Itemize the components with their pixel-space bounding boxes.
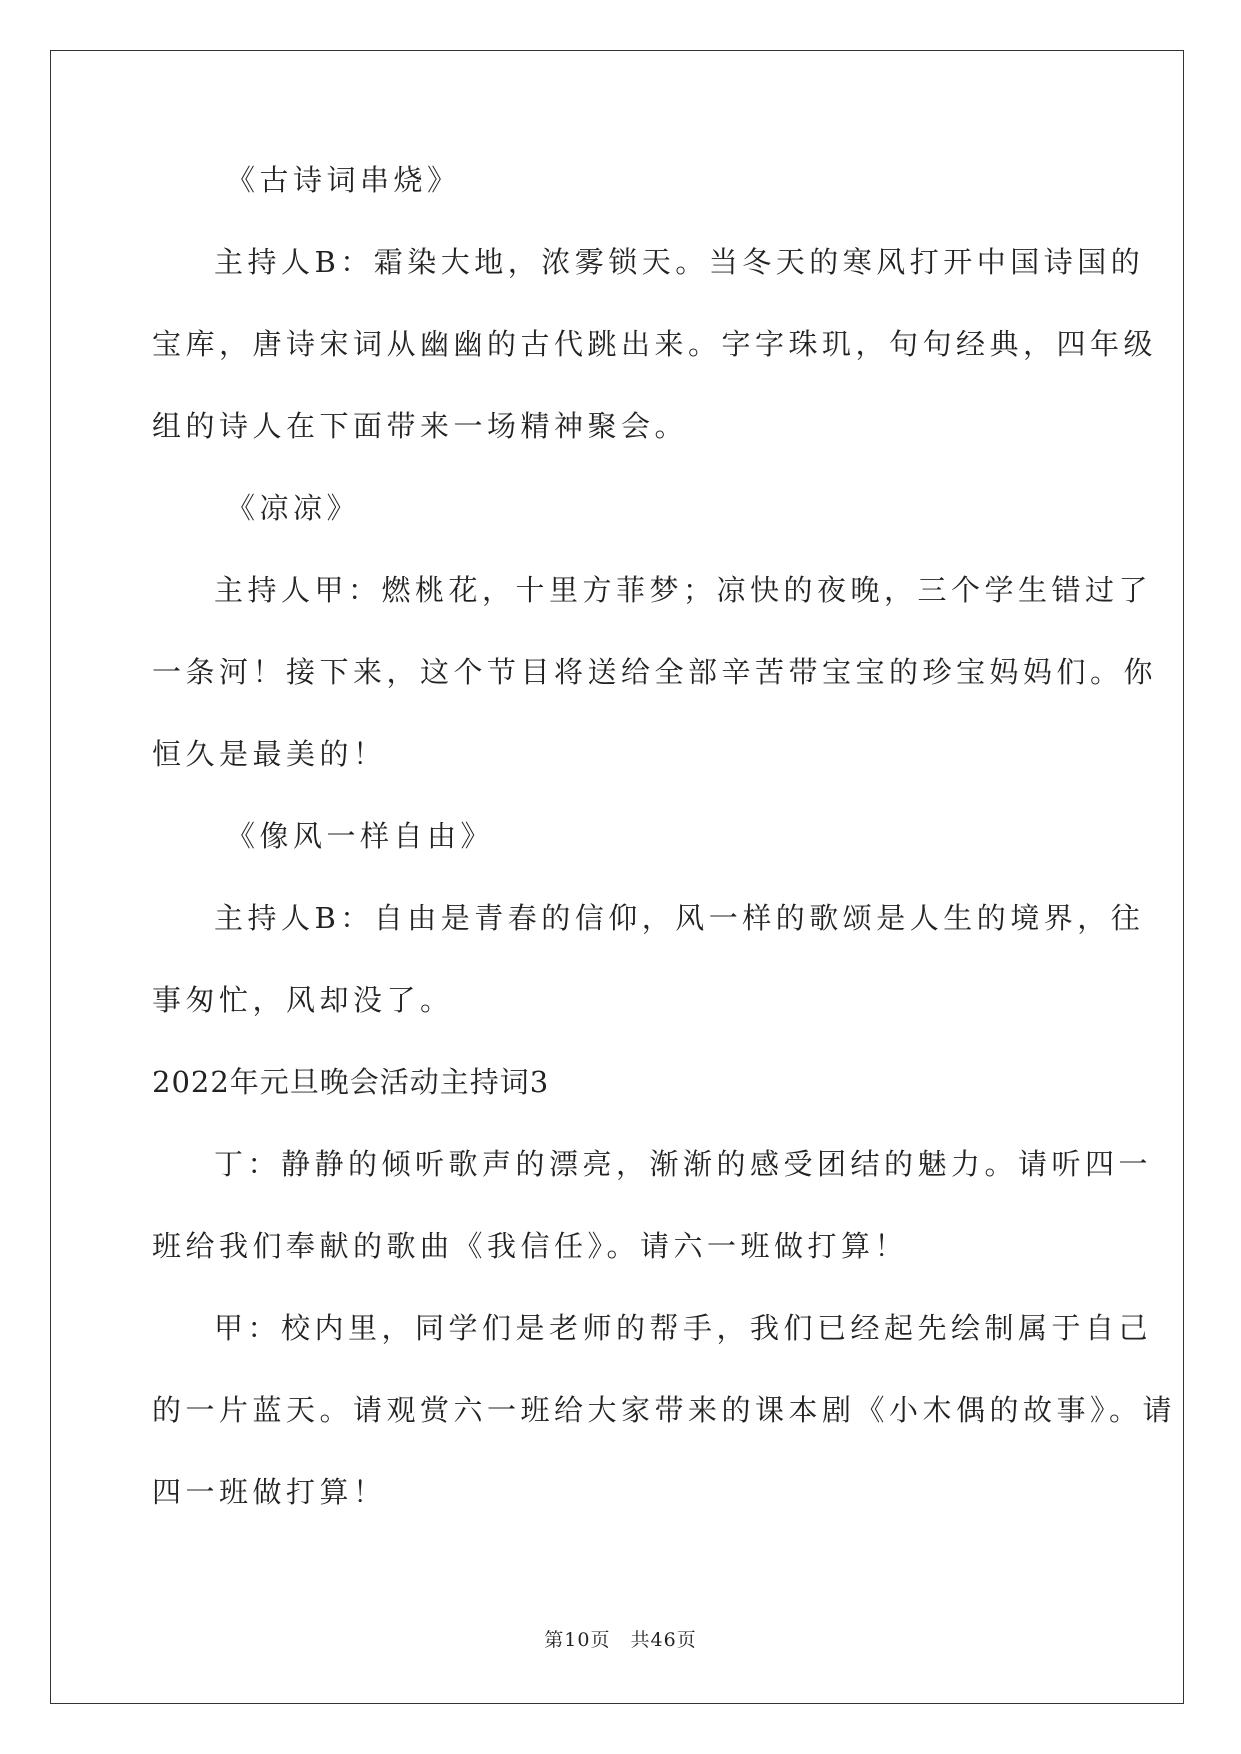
text-line: 一条河！接下来，这个节目将送给全部辛苦带宝宝的珍宝妈妈们。你	[152, 655, 1158, 689]
page-footer	[0, 1625, 1241, 1652]
text-line: 四一班做打算！	[152, 1475, 387, 1509]
text-line: 丁：静静的倾听歌声的漂亮，渐渐的感受团结的魅力。请听四一	[214, 1147, 1153, 1181]
text-line: 宝库，唐诗宋词从幽幽的古代跳出来。字字珠玑，句句经典，四年级	[152, 327, 1158, 361]
text-line: 恒久是最美的！	[152, 737, 387, 771]
text-line: 的一片蓝天。请观赏六一班给大家带来的课本剧《小木偶的故事》。请	[152, 1393, 1177, 1427]
page-mid: 页 共	[590, 1629, 651, 1651]
text-line: 《凉凉》	[226, 491, 361, 525]
section-title	[152, 816, 1087, 857]
paragraph	[152, 242, 1158, 447]
text-line: 主持人B：自由是青春的信仰，风一样的歌颂是人生的境界，往	[214, 901, 1145, 935]
section-title	[152, 160, 1087, 201]
page-total: 46	[650, 1629, 677, 1651]
paragraph	[152, 1308, 1177, 1513]
paragraph	[152, 1144, 1153, 1267]
page-prefix: 第	[544, 1629, 565, 1651]
text-line: 班给我们奉献的歌曲《我信任》。请六一班做打算！	[152, 1229, 909, 1263]
text-line: 事匆忙，风却没了。	[152, 983, 454, 1017]
section-heading	[152, 1062, 1087, 1103]
heading-text: 2022年元旦晚会活动主持词3	[152, 1065, 550, 1099]
section-title	[152, 488, 1087, 529]
text-line: 甲：校内里，同学们是老师的帮手，我们已经起先绘制属于自己	[214, 1311, 1153, 1345]
document-body	[152, 160, 1177, 1554]
text-line: 主持人甲：燃桃花，十里方菲梦；凉快的夜晚，三个学生错过了	[214, 573, 1153, 607]
paragraph	[152, 898, 1145, 1021]
paragraph	[152, 570, 1158, 775]
text-line: 《像风一样自由》	[226, 819, 495, 853]
page-current: 10	[564, 1629, 591, 1651]
page-suffix: 页	[676, 1629, 697, 1651]
text-line: 主持人B：霜染大地，浓雾锁天。当冬天的寒风打开中国诗国的	[214, 245, 1145, 279]
text-line: 《古诗词串烧》	[226, 163, 461, 197]
text-line: 组的诗人在下面带来一场精神聚会。	[152, 409, 689, 443]
